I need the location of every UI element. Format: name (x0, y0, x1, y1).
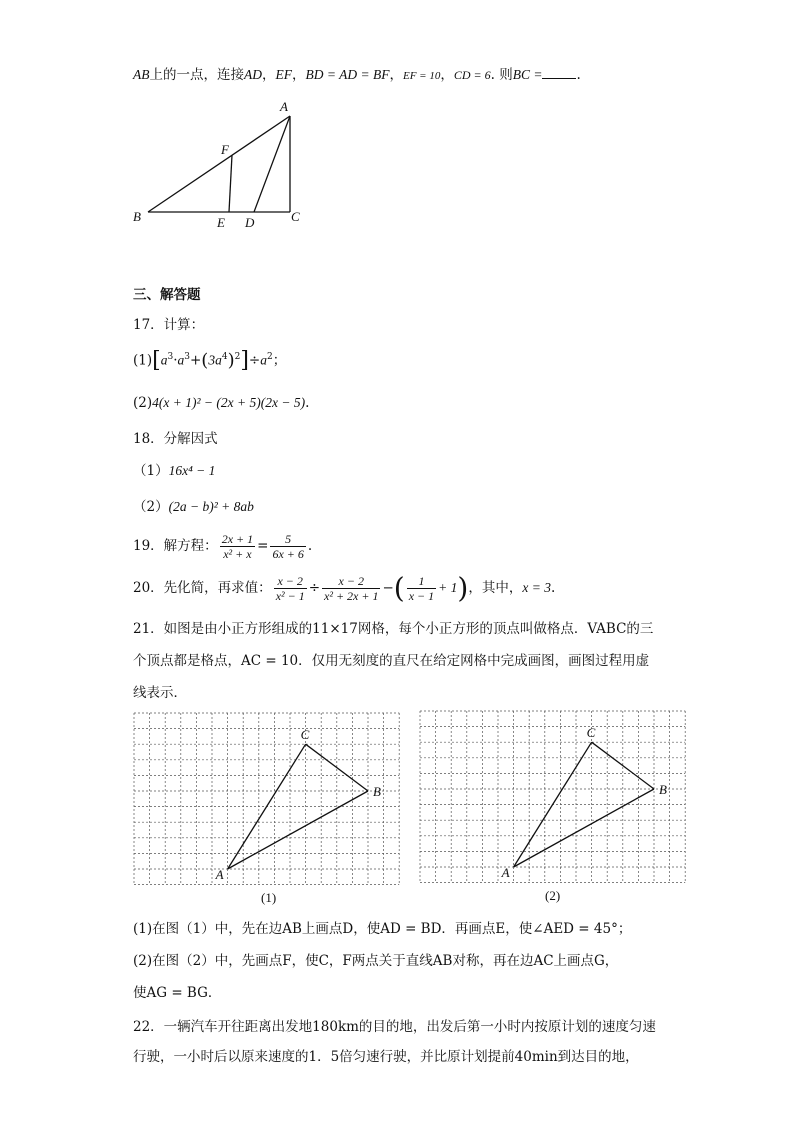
q17-part2 (133, 394, 309, 412)
expr: a (260, 352, 267, 368)
op: + (189, 352, 202, 369)
q17-stem: 17．计算： (133, 317, 205, 333)
vertex-label-C: C (586, 725, 596, 741)
q16-seg: CD = 6 (453, 68, 491, 82)
q19-stem: 19．解方程： (133, 538, 218, 554)
expr: a (160, 352, 168, 368)
part-num: (1) (133, 352, 153, 369)
punct: . (307, 538, 313, 554)
q16-seg: ， (262, 67, 276, 83)
figure-caption-2: (2) (545, 888, 561, 903)
text: ，其中， (468, 580, 523, 596)
segment-FE (229, 155, 232, 212)
op: = (257, 538, 269, 554)
q16-seg: ， (389, 67, 403, 83)
q18-stem: 18．分解因式 (133, 431, 218, 447)
answer-blank[interactable] (542, 66, 576, 79)
q18-part2 (133, 498, 254, 516)
triangle-side-AB (228, 791, 368, 869)
vertex-label-B: B (659, 782, 667, 797)
q16-seg: 上的一点，连接 (149, 67, 244, 83)
q21-line1: 21．如图是由小正方形组成的11×17网格，每个小正方形的顶点叫做格点．VABC的三 (133, 621, 654, 637)
q22-line2: 行驶，一小时后以原来速度的1．5倍匀速行驶，并比原计划提前40min到达目的地， (133, 1049, 639, 1065)
q16-seg: BD = AD = BF (305, 67, 390, 82)
punct: . (305, 395, 310, 411)
q20-line: 20．先化简，再求值： $\frac{x - 2}{\text{x² − 1}}$ ÷ $\frac{x - 2}{\text{x² + 2x + 1}}$ −( $\frac{1}{x - 1}$ + 1)，其中，x = 3. (133, 571, 556, 605)
exp: 3 (167, 352, 174, 362)
q22-line1: 22．一辆汽车开往距离出发地180km的目的地，出发后第一小时内按原计划的速度匀速 (133, 1019, 656, 1035)
expr: (2a − b)² + 8ab (168, 499, 254, 514)
op: − (382, 580, 394, 596)
q16-seg: AB (133, 67, 150, 82)
vertex-label-A: A (215, 867, 224, 882)
vertex-label-B: B (373, 784, 381, 799)
q16-seg: ， (440, 67, 454, 83)
q21-task1: (1)在图（1）中，先在边AB上画点D，使AD = BD．再画点E，使∠AED = 45°； (133, 921, 632, 937)
q18-part1 (133, 462, 215, 480)
q21-task2b: 使AG = BG． (133, 985, 222, 1001)
expr: x = 3 (522, 580, 551, 595)
expr: 4(x + 1)² − (2x + 5)(2x − 5) (152, 395, 306, 410)
exp: 2 (266, 352, 273, 362)
fraction: $\frac{2x + 1}{\text{x² + x}}$ (221, 532, 254, 561)
q21-line2: 个顶点都是格点，AC = 10．仅用无刻度的直尺在给定网格中完成画图，画图过程用虚 (133, 653, 650, 669)
segment-BA (148, 116, 290, 212)
triangle-side-BC (592, 742, 654, 789)
label-C: C (291, 209, 300, 224)
section-title: 三、解答题 (133, 287, 201, 303)
punct: ； (272, 352, 287, 369)
vertex-label-C: C (300, 727, 310, 743)
q16-tail-line (133, 66, 581, 85)
fraction: $\frac{5}{6x + 6}$ (272, 532, 304, 561)
grid-figure-2 (416, 708, 691, 884)
q16-seg: . 则 (490, 67, 513, 83)
q16-seg: EF (275, 67, 292, 82)
segment-AD (254, 116, 290, 212)
triangle-side-AB (514, 789, 654, 867)
q21-line3: 线表示． (133, 685, 187, 701)
figure-caption-1: (1) (261, 890, 277, 905)
fraction: $\frac{x - 2}{\text{x² − 1}}$ (275, 574, 305, 603)
op: ÷ (248, 352, 261, 369)
q16-seg: EF = 10 (402, 70, 441, 82)
q16-seg: AD (244, 67, 262, 82)
punct: . (550, 580, 556, 596)
op: · (173, 352, 178, 369)
q17-part1: $(1)[a^3\cdot a^3+(3a^4)^2]\div a^2$； (133, 348, 287, 373)
q16-seg: ， (292, 67, 306, 83)
expr: a (177, 352, 185, 368)
expr: 3a (208, 352, 222, 368)
exp: 4 (221, 352, 228, 362)
exp: 3 (184, 352, 190, 362)
q19-line (133, 532, 312, 561)
expr: + 1 (438, 580, 458, 595)
fraction: $\frac{x - 2}{\text{x² + 2x + 1}}$ (324, 574, 379, 603)
q21-task2a: (2)在图（2）中，先画点F，使C，F两点关于直线AB对称，再在边AC上画点G， (133, 953, 619, 969)
exp: 2 (234, 352, 241, 362)
triangle-side-BC (306, 744, 368, 791)
part-num: （2） (133, 499, 169, 515)
label-D: D (245, 215, 255, 230)
label-A: A (280, 99, 288, 114)
fraction: $\frac{1}{x - 1}$ (408, 574, 435, 603)
q20-stem: 20．先化简，再求值： (133, 580, 272, 596)
expr: 16x⁴ − 1 (168, 463, 216, 478)
q16-seg: . (576, 67, 581, 83)
triangle-figure-q16 (128, 96, 318, 236)
part-num: （1） (133, 463, 169, 479)
label-B: B (133, 209, 141, 224)
q16-seg: BC = (512, 67, 543, 82)
label-E: E (217, 215, 225, 230)
op: ÷ (308, 580, 321, 596)
part-num: (2) (133, 395, 153, 411)
label-F: F (221, 142, 229, 157)
vertex-label-A: A (501, 865, 510, 880)
grid-figure-1 (130, 710, 405, 886)
